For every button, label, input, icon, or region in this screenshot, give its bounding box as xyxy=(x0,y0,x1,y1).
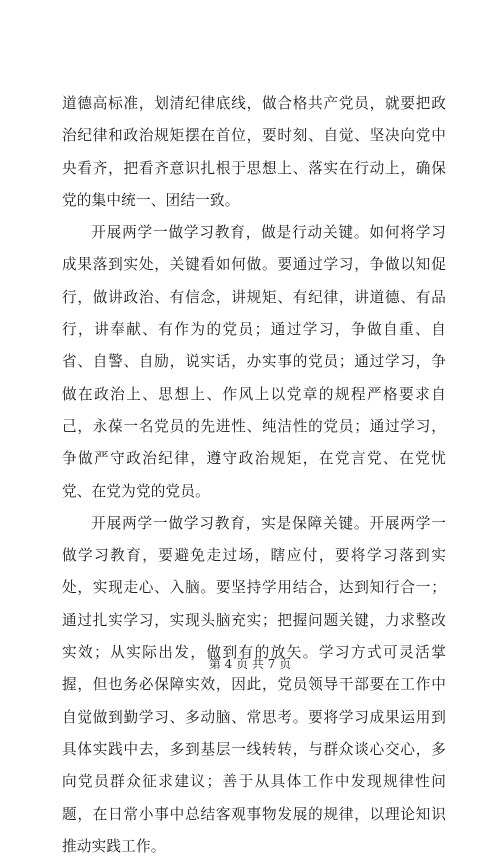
document-body xyxy=(62,88,446,863)
page-footer: 第 4 页 共 7 页 xyxy=(208,657,292,671)
paragraph-action-key: 开展两学一做学习教育，做是行动关键。如何将学习成果落到实处，关键看如何做。要通过学习，争做以知促行，做讲政治、有信念，讲规矩、有纪律，讲道德、有品行，讲奉献、有作为的党员；通过学习，争做自重、自省、自警、自励，说实话，办实事的党员；通过学习，争做在政治上、思想上、作风上以党章的规程严格要求自己，永葆一名党员的先进性、纯洁性的党员；通过学习，争做严守政治纪律，遵守政治规矩，在党言党、在党忧党、在党为党的党员。 xyxy=(62,224,446,500)
paragraph-continuation: 道德高标准，划清纪律底线，做合格共产党员，就要把政治纪律和政治规矩摆在首位，要时刻、自觉、坚决向党中央看齐，把看齐意识扎根于思想上、落实在行动上，确保党的集中统一、团结一致。 xyxy=(62,95,446,209)
paragraph-guarantee-key: 开展两学一做学习教育，实是保障关键。开展两学一做学习教育，要避免走过场，瞎应付，要将学习落到实处，实现走心、入脑。要坚持学用结合，达到知行合一；通过扎实学习，实现头脑充实；把握问题关键，力求整改实效；从实际出发，做到有的放矢。学习方式可灵活掌握，但也务必保障实效，因此，党员领导干部要在工作中自觉做到勤学习、多动脑、常思考。要将学习成果运用到具体实践中去，多到基层一线转转，与群众谈心交心，多向党员群众征求建议；善于从具体工作中发现规律性问题，在日常小事中总结客观事物发展的规律，以理论知识推动实践工作。 xyxy=(62,514,446,855)
